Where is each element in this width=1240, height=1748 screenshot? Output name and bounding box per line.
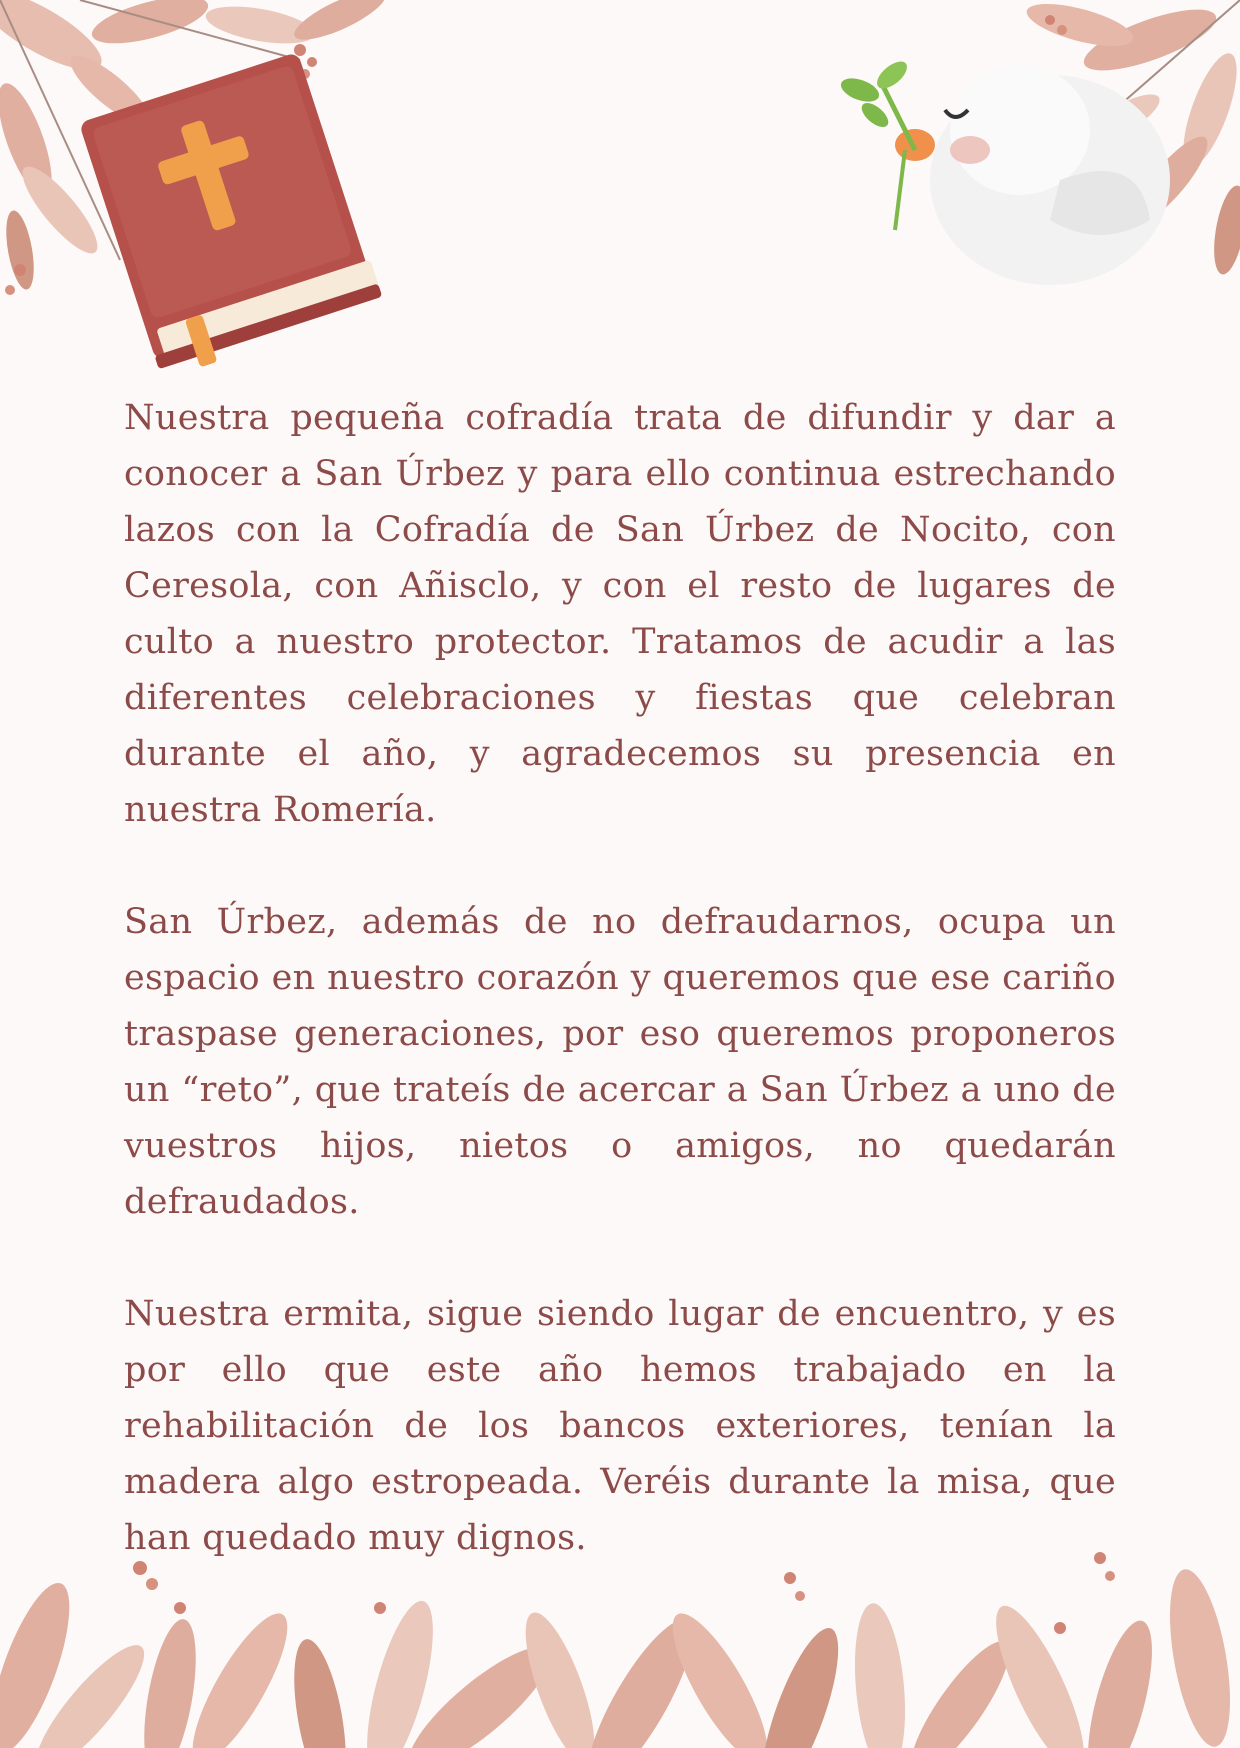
paragraph-1: Nuestra pequeña cofradía trata de difundir y dar a conocer a San Úrbez y para ello continua estrechando lazos con la Cofradía de San Úrbez de Nocito, con Ceresola, con Añisclo, y con el resto de lugares de culto a nuestro protector. Tratamos de acudir a las diferentes celebraciones y fiestas que celebran durante el año, y agradecemos su presencia en nuestra Romería. bbox=[124, 398, 1116, 830]
dove-with-olive-branch-icon bbox=[820, 0, 1240, 320]
body-text bbox=[124, 390, 1116, 1566]
bible-book-icon bbox=[0, 0, 440, 400]
paragraph-3: Nuestra ermita, sigue siendo lugar de encuentro, y es por ello que este año hemos trabajado en la rehabilitación de los bancos exteriores, tenían la madera algo estropeada. Veréis durante la misa, que han quedado muy dignos. bbox=[124, 1294, 1116, 1558]
paragraph-2: San Úrbez, además de no defraudarnos, ocupa un espacio en nuestro corazón y queremos que ese cariño traspase generaciones, por eso queremos proponeros un “reto”, que trateís de acercar a San Úrbez a uno de vuestros hijos, nietos o amigos, no quedarán defraudados. bbox=[124, 902, 1116, 1222]
